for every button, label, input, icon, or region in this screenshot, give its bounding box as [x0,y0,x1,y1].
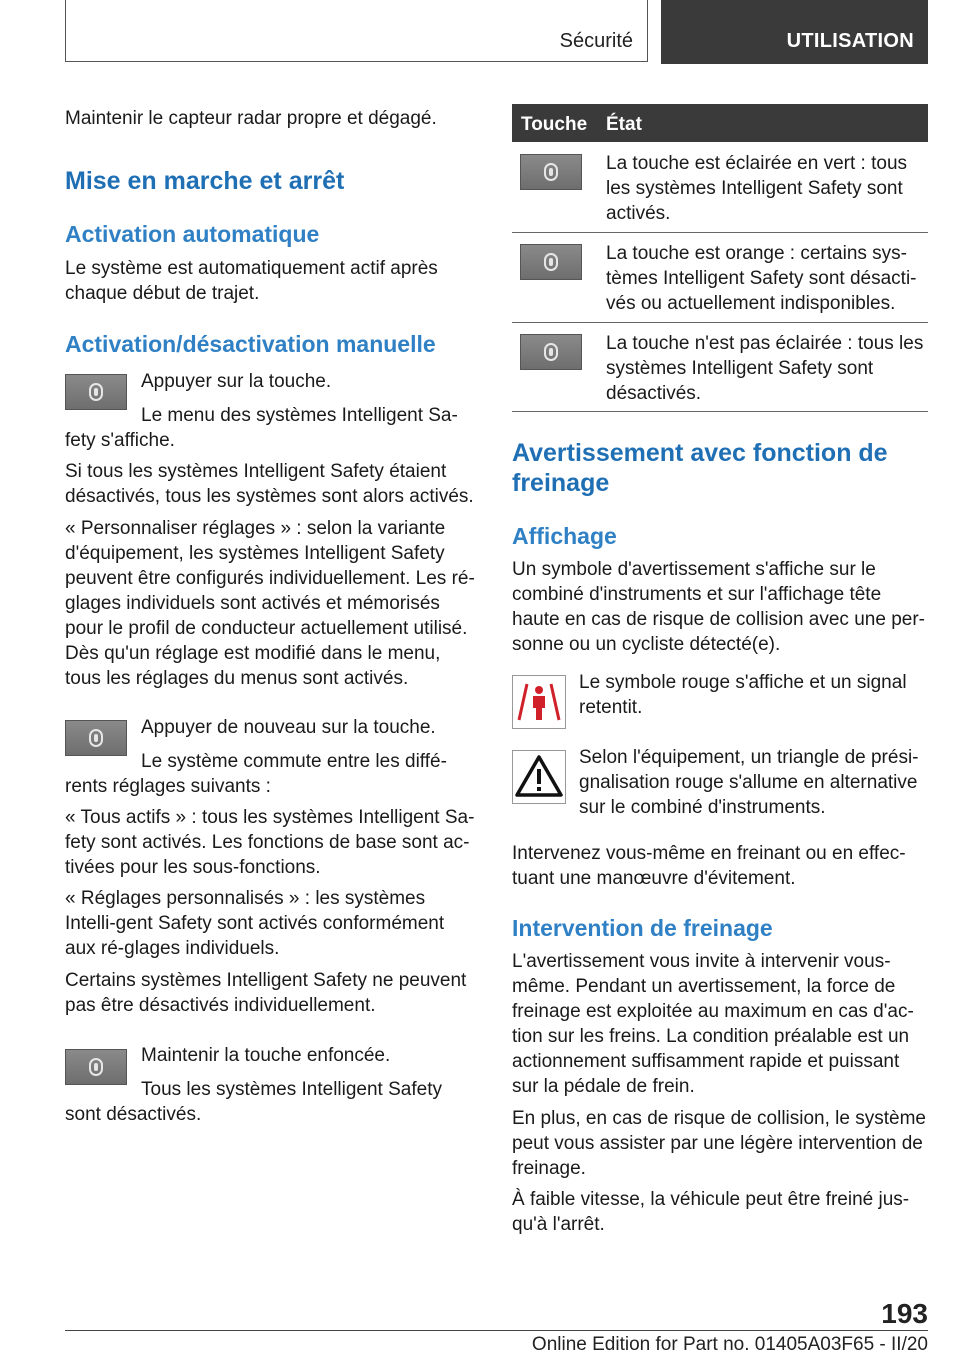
table-header-state: État [606,114,642,135]
table-row: La touche est éclairée en vert : tous les systèmes Intelligent Safety sont activés. [606,153,908,224]
button-green-icon [520,154,582,190]
table-divider [512,411,928,412]
section-title: Sécurité [559,30,633,52]
paragraph-all-deactivated: Si tous les systèmes Intelligent Safety étaient désactivés, tous les systèmes sont alors activés. [65,461,474,507]
chapter-tab [661,0,928,64]
paragraph-personalize: « Personnaliser réglages » : selon la variante d'équipement, les systèmes Intelligent Safety peuvent être configurés individuellement. Les ré-glages individuels sont activés et mémorisés pour le profil de conducteur actuellement utilisé. Dès qu'un réglage est modifié dans le menu, tous les réglages du menus sont activés. [65,518,475,689]
page-header [65,0,928,64]
heading-warning-braking: Avertissement avec fonction de freinage [512,439,888,497]
paragraph-press-button: Appuyer sur la touche. [141,371,332,392]
heading-manual: Activation/désactivation manuelle [65,331,436,357]
paragraph-braking-1: L'avertissement vous invite à intervenir vous-même. Pendant un avertissement, la force de freinage est exploitée au maximum en cas d'ac-tion sur les freins. La condition préalable est un actionnement suffisamment rapide et puissant sur la pédale de frein. [512,951,914,1097]
button-orange-icon [520,244,582,280]
chapter-title: UTILISATION [786,30,914,52]
paragraph-cannot-deactivate: Certains systèmes Intelligent Safety ne peuvent pas être désactivés individuellement. [65,970,467,1016]
table-divider [512,232,928,233]
paragraph-hold-button: Maintenir la touche enfoncée. [141,1045,391,1066]
section-tab [65,0,648,62]
paragraph-red-symbol: Le symbole rouge s'affiche et un signal retentit. [579,672,907,718]
button-off-icon [520,334,582,370]
paragraph-press-again: Appuyer de nouveau sur la touche. [141,717,436,738]
page-number: 193 [881,1298,928,1329]
footer-edition: Online Edition for Part no. 01405A03F65 - II/20 [531,1334,928,1355]
pedestrian-warning-icon [512,675,566,729]
paragraph-braking-2: En plus, en cas de risque de collision, le système peut vous assister par une légère intervention de freinage. [512,1108,926,1179]
heading-braking-intervention: Intervention de freinage [512,915,773,941]
paragraph-menu-shown: Le menu des systèmes Intelligent Sa-fety s'affiche. [65,405,458,451]
paragraph-intervene: Intervenez vous-même en freinant ou en effec-tuant une manœuvre d'évitement. [512,843,906,889]
paragraph-braking-3: À faible vitesse, la véhicule peut être freiné jus-qu'à l'arrêt. [512,1189,910,1235]
paragraph-triangle: Selon l'équipement, un triangle de prési-gnalisation rouge s'allume en alternative sur le combiné d'instruments. [579,747,919,818]
table-row: La touche n'est pas éclairée : tous les systèmes Intelligent Safety sont désactivés. [606,333,924,404]
warning-triangle-icon [512,750,566,804]
intro-text: Maintenir le capteur radar propre et dégagé. [65,108,437,129]
heading-auto-activation: Activation automatique [65,221,320,247]
paragraph-all-active: « Tous actifs » : tous les systèmes Intelligent Sa-fety sont activés. Les fonctions de base sont ac-tivées pour les sous-fonctions. [65,807,475,878]
table-header [512,104,928,142]
paragraph-personal-settings: « Réglages personnalisés » : les systèmes Intelli-gent Safety sont activés conformément aux ré-glages individuels. [65,888,445,959]
paragraph-auto: Le système est automatiquement actif après chaque début de trajet. [65,258,438,304]
paragraph-switch-settings: Le système commute entre les diffé-rents réglages suivants : [65,751,447,797]
table-header-key: Touche [521,114,588,135]
table-divider [512,322,928,323]
footer-divider [65,1330,928,1331]
heading-on-off: Mise en marche et arrêt [65,167,345,195]
paragraph-display: Un symbole d'avertissement s'affiche sur le combiné d'instruments et sur l'affichage tête haute en cas de risque de collision avec une per-sonne ou un cycliste détecté(e). [512,559,925,655]
table-row: La touche est orange : certains sys-tèmes Intelligent Safety sont désacti-vés ou actuellement indisponibles. [606,243,917,314]
heading-display: Affichage [512,523,617,549]
paragraph-all-off: Tous les systèmes Intelligent Safety sont désactivés. [65,1079,442,1125]
